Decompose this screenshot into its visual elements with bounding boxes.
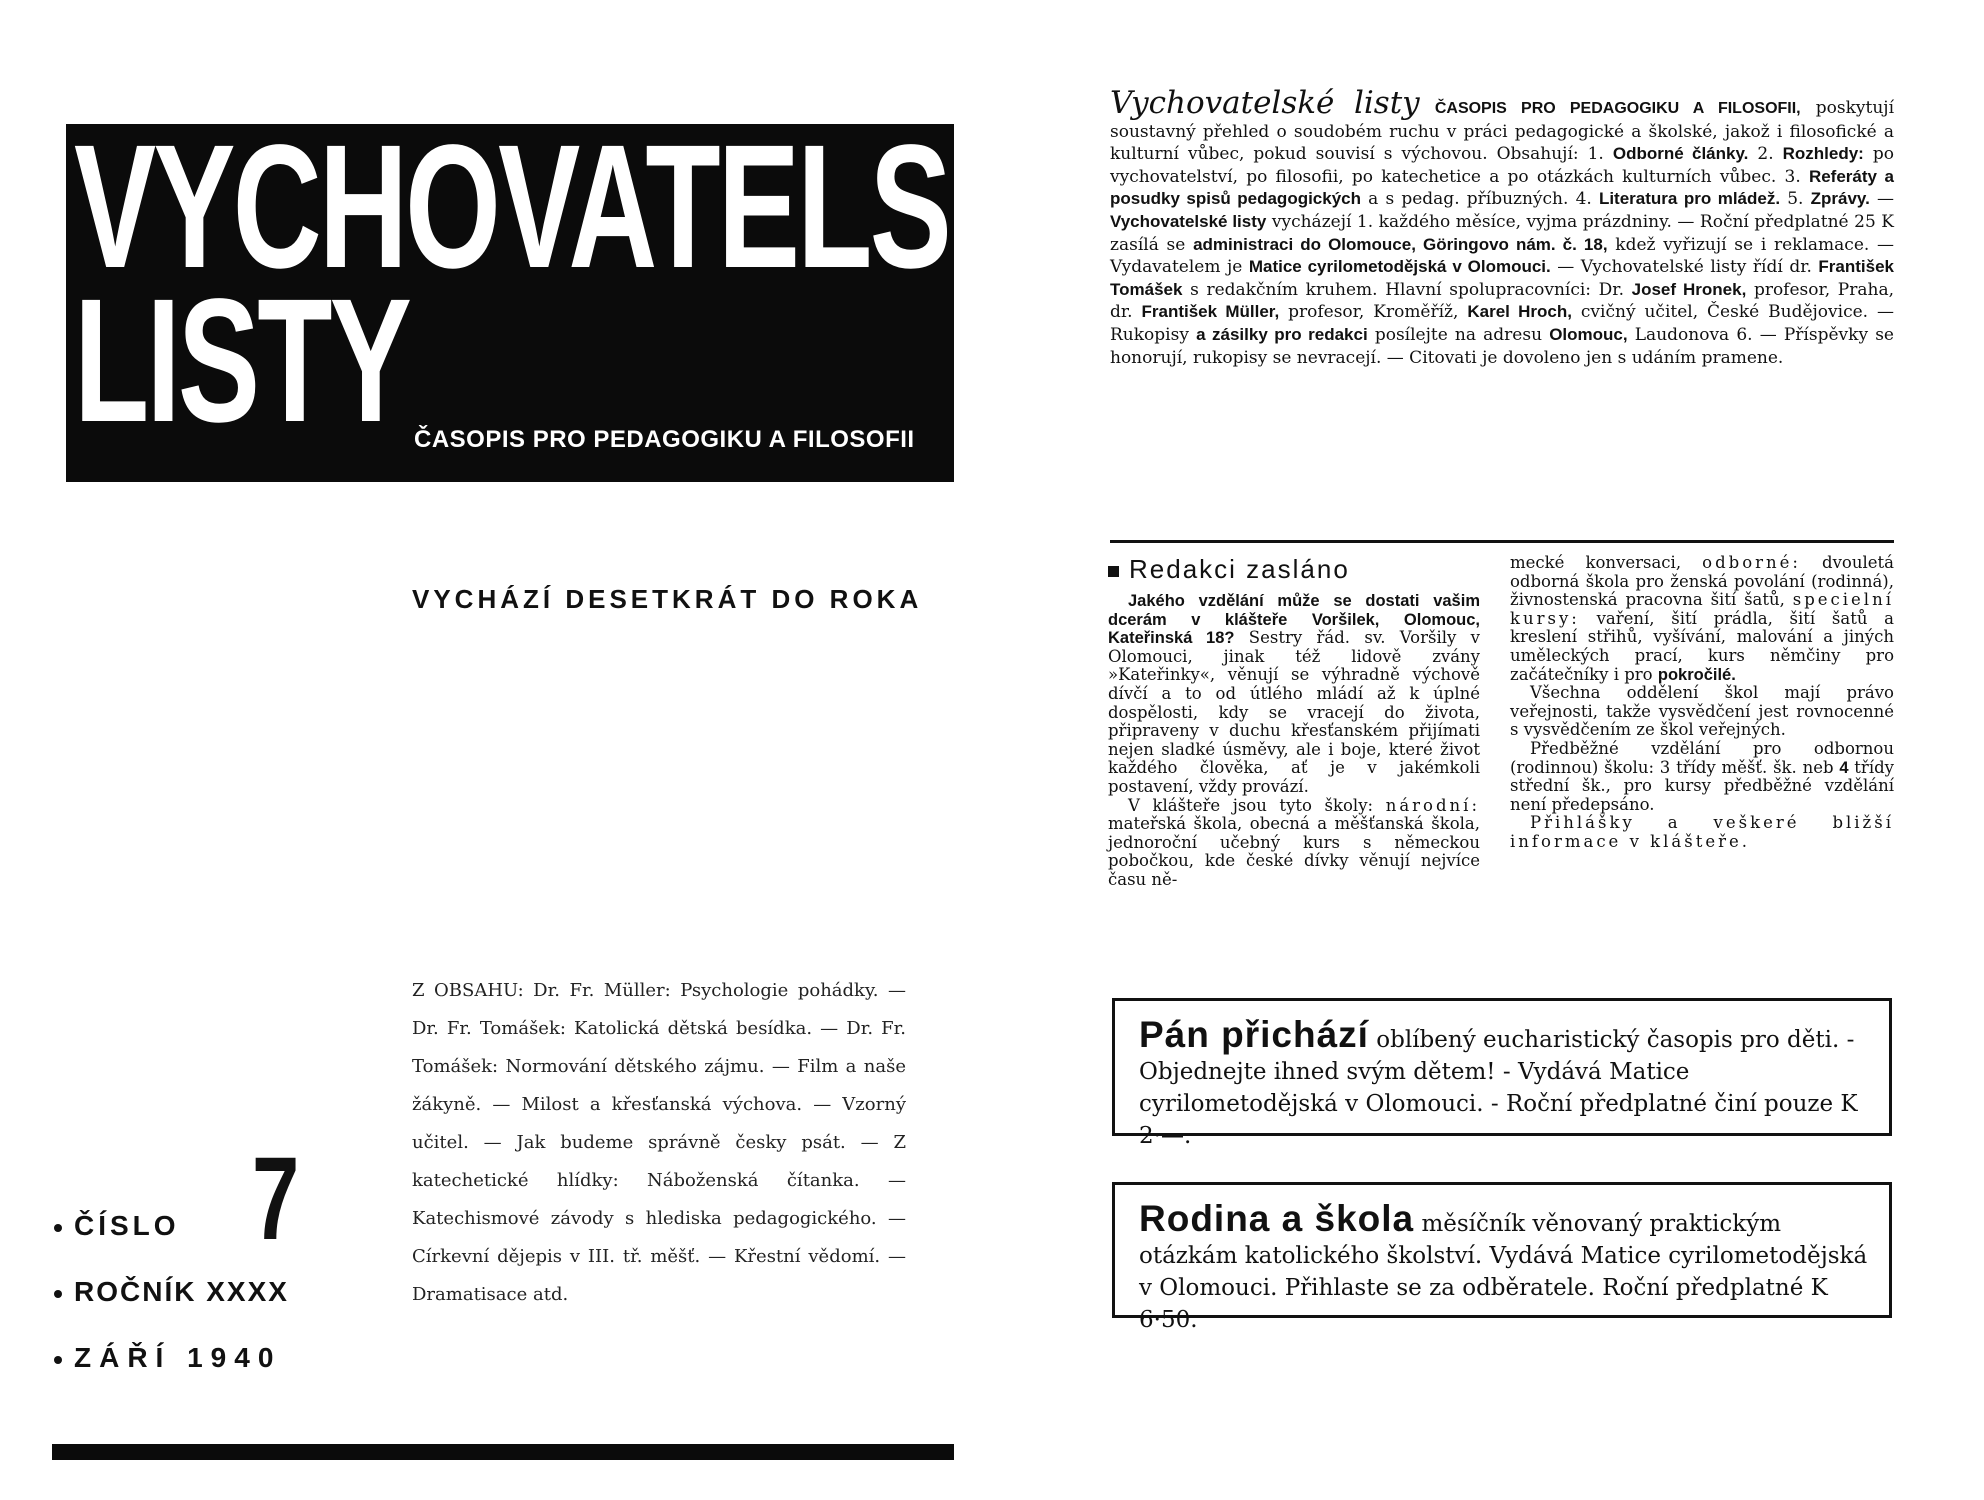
redakci-bold: 4 (1839, 758, 1849, 777)
bottom-rule (52, 1444, 954, 1460)
description-text: — Vychovatelské listy řídí dr. (1550, 257, 1819, 278)
redakci-text: třídy střední šk., pro kursy předběžné vzdělání není předepsáno. (1510, 757, 1894, 814)
ad-title: Rodina a škola (1139, 1198, 1415, 1239)
redakci-title: Redakci zasláno (1129, 554, 1350, 584)
redakci-paragraph: Všechna oddělení škol mají právo veřejnosti, takže vysvědčení jest rovnocenné s vysvědčením ze škol veřejných. (1510, 683, 1894, 740)
redakci-spaced: specielní kursy: (1510, 590, 1894, 628)
redakci-text: Sestry řád. sv. Voršily v Olomouci, jinak též lidově zvány »Kateřinky«, věnují se výhradně výchově dívčí a to od útlého mládí až k úplné dospělosti, kdy se vracejí do života, připraveny v duchu křesťanském přijímati nejen sladké úsměvy, ale i boje, které život každého člověka, ať je v jakémkoli postavení, vždy provází. (1108, 628, 1480, 796)
description-text: cvičný učitel, České Budějovice. — Rukopisy (1110, 302, 1894, 345)
description-head: Vychovatelské listy (1110, 85, 1420, 121)
description-head-caps: ČASOPIS PRO PEDAGOGIKU A FILOSOFII, (1434, 100, 1801, 117)
redakci-paragraph (1108, 797, 1480, 890)
redakci-bold: pokročilé. (1657, 665, 1736, 684)
issue-volume-label: ROČNÍK (74, 1276, 197, 1307)
masthead-title-line1: VYCHOVATELSKÉ (74, 109, 1115, 305)
description-bold: Literatura pro mládež. (1598, 189, 1781, 209)
redakci-text: V klášteře jsou tyto školy: (1128, 795, 1386, 815)
issue-month: ZÁŘÍ (74, 1342, 172, 1373)
description-text: s redakčním kruhem. Hlavní spolupracovníci: Dr. (1182, 279, 1632, 300)
redakci-paragraph (1510, 740, 1894, 814)
bullet-icon (54, 1290, 62, 1298)
description-text: kdež vyřizují se i reklamace. — Vydavatelem je (1110, 234, 1895, 278)
description-bold: Odborné články. (1612, 144, 1749, 164)
square-bullet-icon (1108, 566, 1119, 577)
redakci-column-2 (1510, 554, 1894, 852)
section-divider (1110, 540, 1894, 543)
description-bold: Matice cyrilometodějská v Olomouci. (1248, 257, 1551, 277)
redakci-text: mateřská škola, obecná a měšťanská škola, jednoroční učebný kurs s německou pobočkou, kde české dívky věnují nejvíce času ně- (1108, 814, 1480, 889)
description-text: a s pedag. příbuzných. 4. (1361, 189, 1599, 210)
issue-number-row (54, 1210, 180, 1242)
ad-text: měsíčník věnovaný praktickým otázkám katolického školství. Vydává Matice cyrilometodějská v Olomouci. Přihlaste se za odběratele. Roční předplatné K 6·50. (1139, 1211, 1868, 1333)
masthead-title-line2: LISTY (74, 263, 410, 459)
description-bold: Josef Hronek, (1631, 279, 1747, 299)
description-text: — (1869, 189, 1894, 210)
ad-text-block (1139, 1014, 1869, 1152)
redakci-text: dvouletá odborná škola pro ženská povolání (rodinná), živnostenská pracovna šití šatů, (1510, 553, 1894, 610)
redakci-question: Jakého vzdělání může se dostati vašim dcerám v klášteře Voršilek, Olomouc, Kateřinská 18? (1108, 592, 1480, 648)
description-bold: František Tomášek (1110, 257, 1894, 299)
description-bold: Referáty a posudky spisů pedagogických (1110, 166, 1894, 209)
issue-date-row (54, 1342, 281, 1374)
journal-description (1110, 85, 1895, 369)
description-bold: František Müller, (1141, 302, 1280, 322)
bullet-icon (54, 1356, 62, 1364)
description-bold: Zprávy. (1810, 189, 1870, 209)
ad-text-block (1139, 1198, 1869, 1336)
redakci-heading (1108, 554, 1350, 585)
issue-number-label: ČÍSLO (74, 1210, 180, 1241)
bullet-icon (54, 1224, 62, 1232)
ad-pan-prichazi (1112, 998, 1892, 1149)
ad-rodina-a-skola (1112, 1182, 1892, 1333)
redakci-spaced: odborné: (1702, 553, 1801, 572)
description-bold: Karel Hroch, (1467, 302, 1572, 322)
redakci-text: mecké konversaci, (1510, 553, 1703, 572)
masthead (66, 109, 1115, 482)
description-text: Laudonova 6. — Příspěvky se honorují, rukopisy se nevracejí. — Citovati je dovoleno jen s udáním pramene. (1110, 324, 1894, 368)
masthead-subtitle: ČASOPIS PRO PEDAGOGIKU A FILOSOFII (414, 426, 915, 453)
description-bold: a zásilky pro redakci (1196, 324, 1368, 344)
description-text: vycházejí 1. každého měsíce, vyjma prázdniny. — Roční předplatné 25 K zasílá se (1110, 211, 1894, 255)
issue-year: 1940 (187, 1342, 282, 1373)
description-text: 2. (1748, 144, 1783, 165)
issue-volume-row (54, 1276, 289, 1308)
redakci-text: vaření, šití prádla, šití šatů a kreslení střihů, vyšívání, malování a jiných uměleckých prací, kurs němčiny pro začátečníky i pro (1510, 608, 1894, 684)
description-text: poskytují soustavný přehled o soudobém ruchu v práci pedagogické a školské, jakož i filosofické a kulturní vůbec, pokud souvisí s výchovou. Obsahují: 1. (1110, 98, 1895, 165)
description-text: po vychovatelství, po filosofii, po katechetice a po otázkách kulturních vůbec. 3. (1110, 144, 1894, 187)
redakci-text: Předběžné vzdělání pro odbornou (rodinnou) školu: 3 třídy měšť. šk. neb (1510, 738, 1894, 777)
issue-number: 7 (252, 1133, 300, 1265)
contents-list: Z OBSAHU: Dr. Fr. Müller: Psychologie pohádky. — Dr. Fr. Tomášek: Katolická dětská besídka. — Dr. Fr. Tomášek: Normování dětského zájmu. — Film a naše žákyně. — Milost a křesťanská výchova. — Vzorný učitel. — Jak budeme správně česky psát. — Z katechetické hlídky: Náboženská čítanka. — Katechismové závody s hlediska pedagogického. — Církevní dějepis v III. tř. měšť. — Křestní vědomí. — Dramatisace atd. (412, 980, 906, 1305)
redakci-paragraph: Přihlášky a veškeré bližší informace v klášteře. (1510, 813, 1894, 851)
description-bold: Vychovatelské listy (1110, 211, 1267, 231)
redakci-paragraph (1510, 554, 1894, 684)
description-text: profesor, Praha, dr. (1110, 279, 1894, 323)
description-text: profesor, Kroměříž, (1279, 302, 1468, 323)
ad-title: Pán přichází (1139, 1014, 1369, 1055)
description-bold: Rozhledy: (1782, 144, 1864, 164)
description-text: 5. (1780, 189, 1811, 210)
description-bold: Olomouc, (1549, 324, 1628, 344)
redakci-paragraph (1108, 592, 1480, 797)
frequency-line: VYCHÁZÍ DESETKRÁT DO ROKA (412, 584, 923, 614)
description-bold: administraci do Olomouce, Göringovo nám. č. 18, (1193, 234, 1608, 254)
redakci-column-1 (1108, 592, 1480, 890)
redakci-spaced: národní: (1385, 795, 1480, 815)
description-text: posílejte na adresu (1367, 324, 1550, 345)
issue-volume: XXXX (206, 1276, 289, 1307)
ad-text: oblíbený eucharistický časopis pro děti. - Objednejte ihned svým dětem! - Vydává Matice cyrilometodějská v Olomouci. - Roční předplatné činí pouze K 2·—. (1139, 1027, 1858, 1149)
